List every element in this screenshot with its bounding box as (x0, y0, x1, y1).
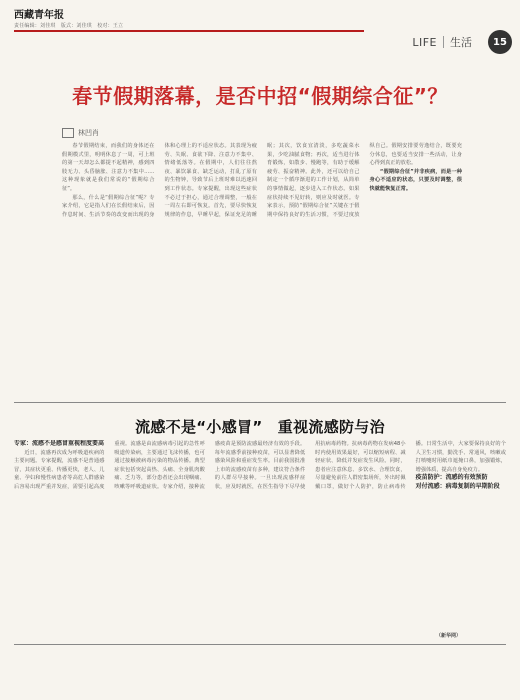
article1-paragraph: 那么，什么是“假期综合征”呢？专家介绍，它是指人们在长假结束后，因作息时间、生活节奏的改变而出现的身体和心理上的不适应状态。其表现为疲劳、失眠、食欲下降、注意力不集中、情绪低落等。在假期中，人们往往熬夜、暴饮暴食、缺乏运动，打乱了原有的生物钟，导致节后上班时难以迅速回到工作状态。专家提醒，出现这些症状不必过于担心，通过合理调整，一般在一周左右即可恢复。首先，要尽快恢复规律的作息，早睡早起，保证充足的睡眠；其次，饮食宜清淡，多吃蔬菜水果，少吃油腻食物；再次，适当进行体育锻炼，如散步、慢跑等，有助于缓解疲劳、振奋精神。此外，还可以给自己制定一个循序渐进的工作计划，从简单的事情做起，逐步进入工作状态。如果症状持续不见好转，则应及时就医。专家表示，预防“假期综合征”关键在于假期中保持良好的生活习惯，不要过度放纵自己。假期安排要劳逸结合，既要充分休息，也要适当安排一些活动，让身心得到真正的放松。 (62, 143, 462, 218)
byline-icon (62, 128, 74, 138)
article1-lead: 春节假期结束，而我们的身体还在假期模式里，明明休息了一周，可上班的第一天却怎么都提不起精神，感到四肢无力、头昏脑胀、注意力不集中……这种现象就是我们常说的“假期综合征”。 (62, 143, 155, 192)
masthead-rule (14, 30, 364, 32)
section-cn: 生活 (450, 36, 472, 49)
article2-author: （新华网） (436, 633, 462, 639)
article2-paragraph: 近日，流感再次成为呼吸道疾病的主要问题。专家提醒，流感不是普通感冒，其症状更重、传播更快，老人、儿童、孕妇和慢性病患者等高危人群感染后容易出现严重并发症，需要引起高度重视。流感是由流感病毒引起的急性呼吸道传染病，主要通过飞沫传播，也可通过接触被病毒污染的物品传播。典型症状包括突起高热、头痛、全身肌肉酸痛、乏力等，部分患者还会出现咽痛、咳嗽等呼吸道症状。专家介绍，接种流感疫苗是预防流感最经济有效的手段。每年流感季前接种疫苗，可以显著降低感染风险和重症发生率。目前我国批准上市的流感疫苗有多种，建议符合条件的人群尽早接种。一旦出现流感样症状，应及时就医，在医生指导下尽早使用抗病毒药物。抗病毒药物在发病48小时内使用效果最好，可以缩短病程、减轻症状、降低并发症发生风险。同时，患者应注意休息、多饮水、合理饮食，尽量避免前往人群密集场所，外出时佩戴口罩，做好个人防护，防止病毒传播。日常生活中，大家要保持良好的个人卫生习惯，勤洗手、常通风，咳嗽或打喷嚏时用纸巾遮掩口鼻，加强锻炼，增强体质，提高自身免疫力。 (14, 441, 506, 490)
section-separator (443, 36, 444, 48)
article2-subhead: 专家：流感不是感冒重视程度要高 (14, 440, 105, 447)
article1-headline: 春节假期落幕，是否中招“假期综合征”？ (72, 84, 448, 108)
byline-author: 林凹肖 (78, 129, 99, 137)
page-number: 15 (488, 30, 512, 54)
paper-name: 西藏青年报 (14, 10, 64, 21)
section-en: LIFE (412, 35, 437, 49)
article2-subhead: 疫苗防护：流感的有效预防 (415, 474, 488, 482)
bottom-divider (14, 644, 506, 645)
article1-byline (62, 128, 99, 138)
section-divider (14, 402, 506, 403)
article1-quote: “假期综合征”并非疾病，而是一种身心不适应的状态，只要及时调整，很快就能恢复正常。 (369, 168, 462, 192)
article2-subhead: 对付流感：病毒复制的早期阶段 (415, 482, 500, 490)
section-label (412, 34, 472, 50)
article2-headline: 流感不是“小感冒” 重视流感防与治 (135, 418, 385, 436)
masthead (0, 0, 520, 60)
masthead-meta: 责任编辑：刘佳琪 版式：刘佳琪 校对：王立 (14, 23, 124, 29)
article1-body (62, 142, 462, 396)
article2-body (14, 440, 506, 630)
